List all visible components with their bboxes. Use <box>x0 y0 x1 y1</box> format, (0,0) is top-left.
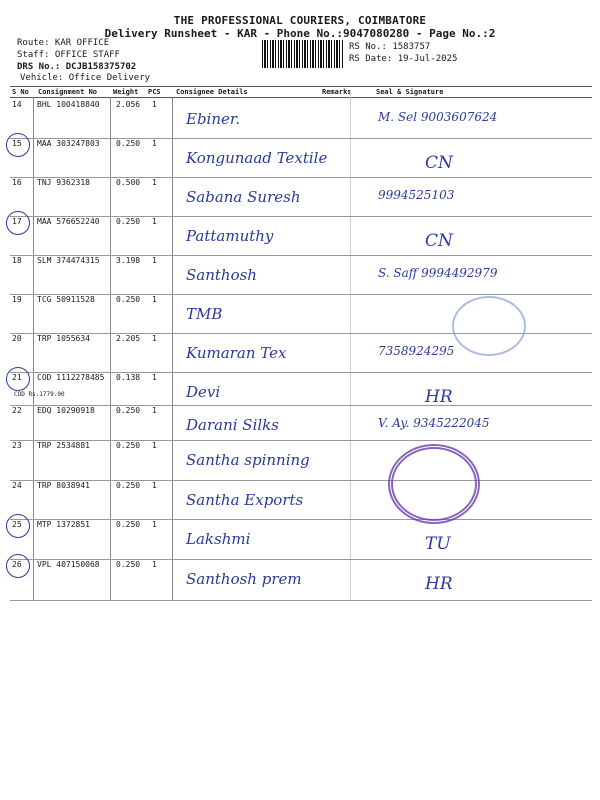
row-consignment: EDQ 10290918 <box>37 406 95 415</box>
row-weight: 0.250 <box>116 441 141 450</box>
row-signature: HR <box>425 574 453 594</box>
row-weight: 2.205 <box>116 334 141 343</box>
divider <box>33 97 34 600</box>
row-pcs: 1 <box>152 406 157 415</box>
row-pcs: 1 <box>152 295 157 304</box>
row-weight: 0.250 <box>116 406 141 415</box>
row-consignee: Santhosh prem <box>186 570 302 588</box>
row-circle-mark <box>6 514 30 538</box>
row-pcs: 1 <box>152 217 157 226</box>
row-consignee: Santhosh <box>186 266 257 284</box>
col-remarks: Remarks <box>322 88 352 96</box>
row-circle-mark <box>6 367 30 391</box>
col-pcs: PCS <box>148 88 161 96</box>
rs-number: RS No.: 1583757 <box>349 42 431 52</box>
spinning-mills-stamp <box>388 444 480 524</box>
courier-stamp <box>452 296 526 356</box>
col-sno: S No <box>12 88 29 96</box>
row-sno: 25 <box>12 520 22 529</box>
row-consignment: TCG 50911528 <box>37 295 95 304</box>
row-rule <box>10 440 592 441</box>
row-weight: 0.250 <box>116 295 141 304</box>
row-weight: 0.250 <box>116 481 141 490</box>
row-consignee: Sabana Suresh <box>186 188 301 206</box>
row-rule <box>10 519 592 520</box>
row-consignment: TRP 2534881 <box>37 441 90 450</box>
row-consignment: TRP 8038941 <box>37 481 90 490</box>
runsheet-title: Delivery Runsheet - KAR - Phone No.:9047080280 - Page No.:2 <box>104 27 496 40</box>
row-circle-mark <box>6 133 30 157</box>
row-pcs: 1 <box>152 100 157 109</box>
row-consignee: Darani Silks <box>186 416 279 434</box>
row-sno: 20 <box>12 334 22 343</box>
row-pcs: 1 <box>152 441 157 450</box>
row-consignee: Santha spinning <box>186 451 310 469</box>
col-consignment: Consignment No <box>38 88 98 96</box>
drs-label: DRS No.: DCJB158375702 <box>17 62 137 72</box>
row-consignment: MTP 1372851 <box>37 520 90 529</box>
row-signature: CN <box>425 231 453 251</box>
header-top-rule <box>10 86 592 87</box>
row-signature: 7358924295 <box>378 344 455 358</box>
row-weight: 2.056 <box>116 100 141 109</box>
row-rule <box>10 600 592 601</box>
row-signature: S. Saff 9994492979 <box>378 266 498 280</box>
col-weight: Weight <box>113 88 139 96</box>
row-sno: 19 <box>12 295 22 304</box>
row-circle-mark <box>6 211 30 235</box>
row-rule <box>10 294 592 295</box>
row-signature: V. Ay. 9345222045 <box>378 416 490 430</box>
row-pcs: 1 <box>152 178 157 187</box>
row-consignment: BHL 100418840 <box>37 100 100 109</box>
row-signature: 9994525103 <box>378 188 455 202</box>
row-signature: TU <box>425 534 451 554</box>
row-signature: M. Sel 9003607624 <box>378 110 498 124</box>
row-sno: 21 <box>12 373 22 382</box>
rs-date: RS Date: 19-Jul-2025 <box>349 54 458 64</box>
header-bottom-rule <box>10 97 592 98</box>
staff-label: Staff: OFFICE STAFF <box>17 50 120 60</box>
row-consignment: MAA 576652240 <box>37 217 100 226</box>
row-consignee: Kongunaad Textile <box>186 149 328 167</box>
row-pcs: 1 <box>152 256 157 265</box>
row-consignment: TNJ 9362318 <box>37 178 90 187</box>
row-consignee: Ebiner. <box>186 110 241 128</box>
row-sno: 17 <box>12 217 22 226</box>
row-consignment: MAA 303247803 <box>37 139 100 148</box>
row-signature: HR <box>425 387 453 407</box>
row-weight: 0.250 <box>116 520 141 529</box>
row-weight: 0.138 <box>116 373 141 382</box>
divider <box>172 97 173 600</box>
company-name: THE PROFESSIONAL COURIERS, COIMBATORE <box>173 14 427 27</box>
route-label: Route: KAR OFFICE <box>17 38 110 48</box>
row-pcs: 1 <box>152 139 157 148</box>
divider <box>350 90 351 600</box>
row-sno: 26 <box>12 560 22 569</box>
row-sno: 14 <box>12 100 22 109</box>
divider <box>110 97 111 600</box>
row-sno: 16 <box>12 178 22 187</box>
row-signature: CN <box>425 153 453 173</box>
row-rule <box>10 480 592 481</box>
row-consignment: VPL 407150068 <box>37 560 100 569</box>
row-sno: 18 <box>12 256 22 265</box>
row-pcs: 1 <box>152 334 157 343</box>
row-sno: 23 <box>12 441 22 450</box>
row-consignee: Santha Exports <box>186 491 304 509</box>
row-rule <box>10 405 592 406</box>
row-consignee: TMB <box>186 305 223 323</box>
row-pcs: 1 <box>152 520 157 529</box>
barcode-image <box>262 40 344 68</box>
row-consignee: Pattamuthy <box>186 227 274 245</box>
row-sno: 22 <box>12 406 22 415</box>
vehicle-label: Vehicle: Office Delivery <box>20 73 151 83</box>
row-pcs: 1 <box>152 373 157 382</box>
row-weight: 0.250 <box>116 217 141 226</box>
row-weight: 3.198 <box>116 256 141 265</box>
row-consignee: Lakshmi <box>186 530 251 548</box>
row-weight: 0.500 <box>116 178 141 187</box>
row-consignment: TRP 1055634 <box>37 334 90 343</box>
row-consignee: Devi <box>186 383 221 401</box>
row-circle-mark <box>6 554 30 578</box>
row-pcs: 1 <box>152 481 157 490</box>
row-weight: 0.250 <box>116 560 141 569</box>
row-pcs: 1 <box>152 560 157 569</box>
cod-amount: COD Rs.1779.00 <box>14 391 65 398</box>
row-consignment: COD 1112278485 <box>37 373 105 382</box>
row-consignee: Kumaran Tex <box>186 344 287 362</box>
col-seal-signature: Seal & Signature <box>376 88 444 96</box>
row-rule <box>10 177 592 178</box>
row-consignment: SLM 374474315 <box>37 256 100 265</box>
row-sno: 24 <box>12 481 22 490</box>
row-weight: 0.250 <box>116 139 141 148</box>
row-sno: 15 <box>12 139 22 148</box>
col-consignee: Consignee Details <box>176 88 248 96</box>
